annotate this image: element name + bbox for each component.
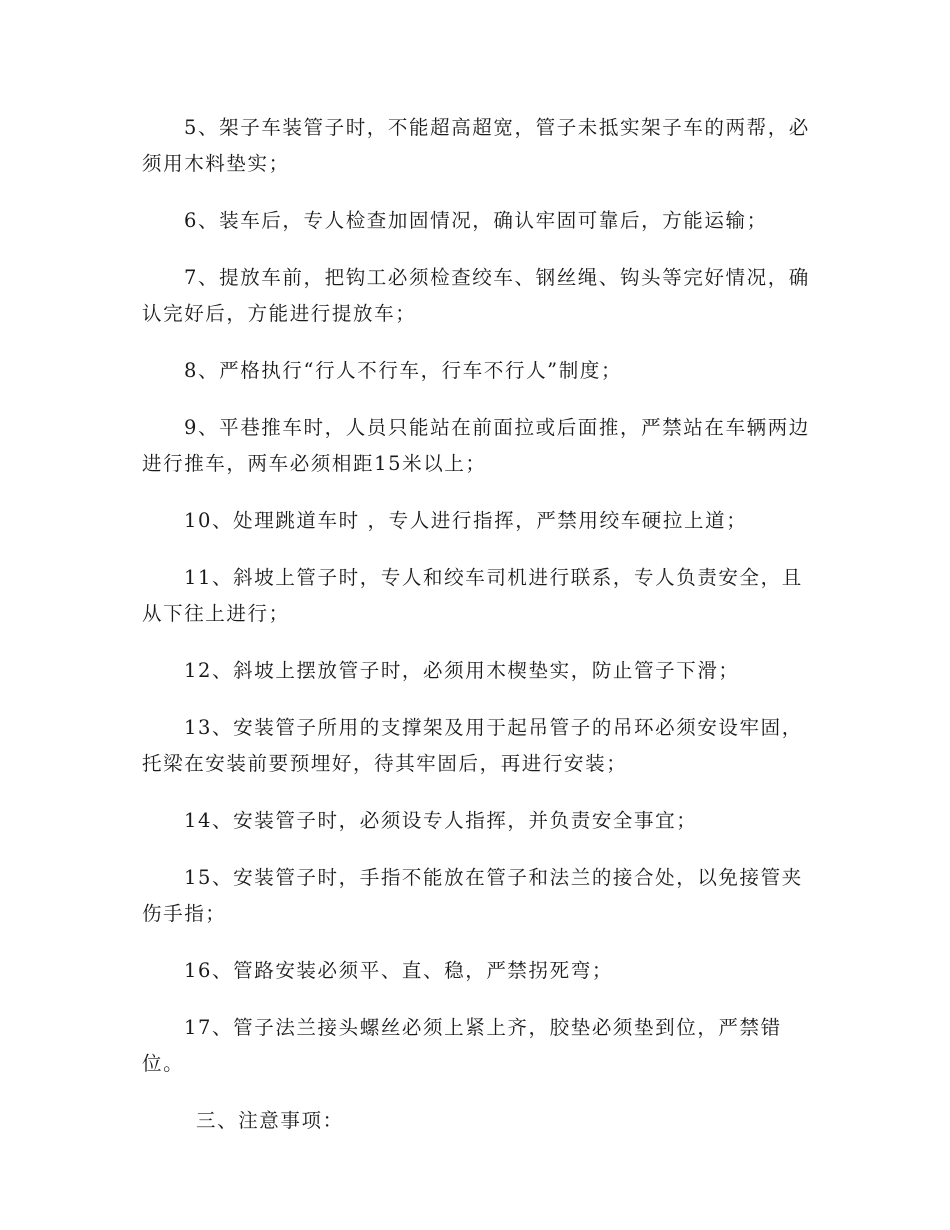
document-body xyxy=(142,110,810,1139)
paragraph-item-9: 9、平巷推车时，人员只能站在前面拉或后面推，严禁站在车辆两边进行推车，两车必须相距15米以上； xyxy=(142,416,810,475)
paragraph-item-11: 11、斜坡上管子时，专人和绞车司机进行联系，专人负责安全，且从下往上进行； xyxy=(142,566,803,625)
paragraph-item-12: 12、斜坡上摆放管子时，必须用木楔垫实，防止管子下滑； xyxy=(184,659,740,682)
paragraph-item-10: 10、处理跳道车时 ，专人进行指挥，严禁用绞车硬拉上道； xyxy=(184,509,748,532)
paragraph-item-14: 14、安装管子时，必须设专人指挥，并负责安全事宜； xyxy=(184,809,698,832)
paragraph-item-7: 7、提放车前，把钩工必须检查绞车、钢丝绳、钩头等完好情况，确认完好后，方能进行提放车； xyxy=(142,266,810,325)
paragraph-item-13: 13、安装管子所用的支撑架及用于起吊管子的吊环必须安设牢固，托梁在安装前要预埋好，待其牢固后，再进行安装； xyxy=(142,716,803,775)
paragraph-item-16: 16、管路安装必须平、直、稳，严禁拐死弯； xyxy=(184,959,613,982)
paragraph-item-17: 17、管子法兰接头螺丝必须上紧上齐，胶垫必须垫到位，严禁错位。 xyxy=(142,1016,782,1075)
paragraph-item-8: 8、严格执行“行人不行车，行车不行人”制度； xyxy=(184,359,623,382)
section-heading: 三、注意事项： xyxy=(196,1109,344,1132)
paragraph-item-6: 6、装车后，专人检查加固情况，确认牢固可靠后，方能运输； xyxy=(184,209,768,232)
paragraph-item-15: 15、安装管子时，手指不能放在管子和法兰的接合处，以免接管夹伤手指； xyxy=(142,866,803,925)
paragraph-item-5: 5、架子车装管子时，不能超高超宽，管子未抵实架子车的两帮，必须用木料垫实； xyxy=(142,116,810,175)
